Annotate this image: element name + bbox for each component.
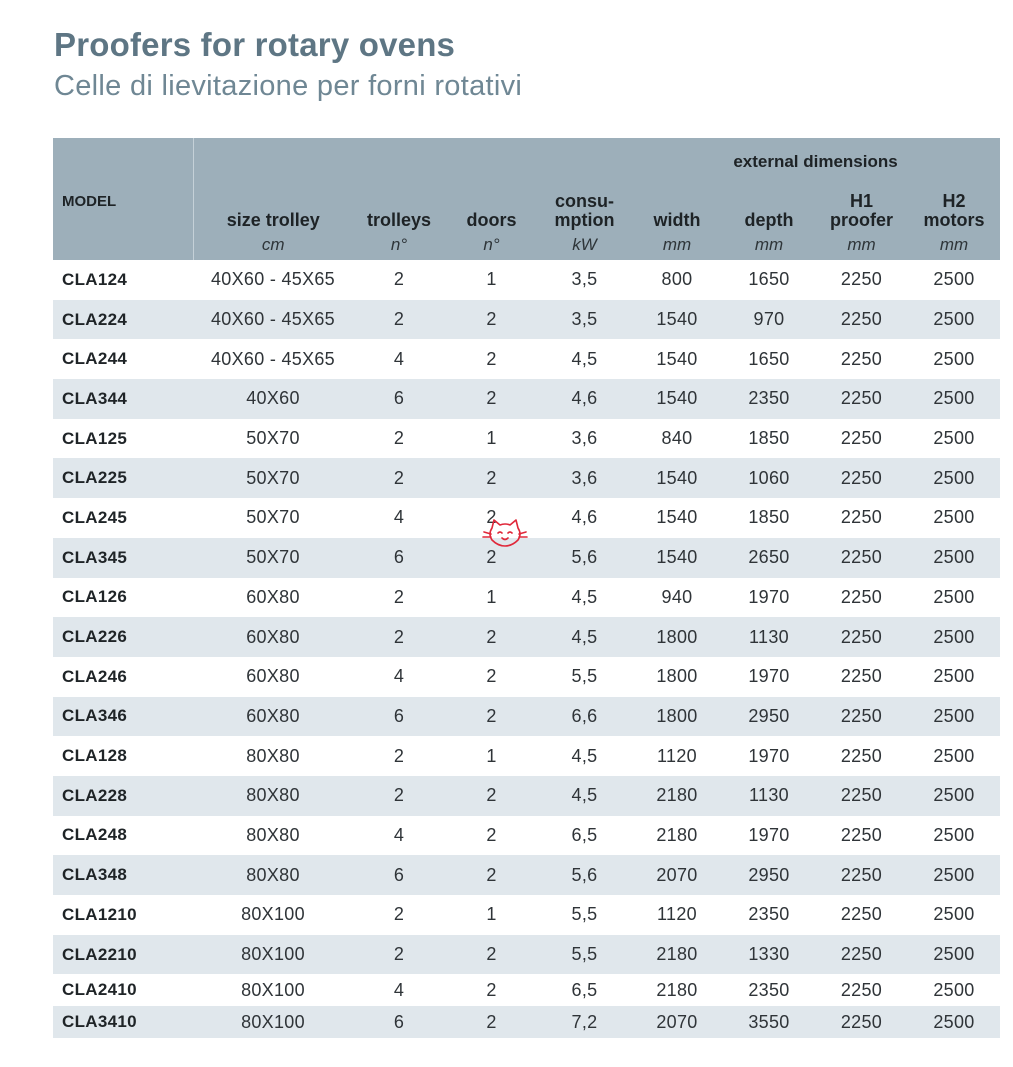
cell-doors: 2	[486, 666, 497, 687]
cell-h1: 2250	[815, 538, 908, 578]
unit-depth: mm	[723, 230, 815, 260]
cell-model: CLA126	[62, 587, 128, 607]
header-h1	[815, 182, 908, 230]
cell-depth: 1970	[748, 824, 790, 845]
cell-size-trolley: 50X70	[246, 507, 300, 528]
cell-model: CLA246	[62, 666, 128, 686]
cell-h1: 2250	[840, 428, 883, 449]
cell-consumption: 3,6	[538, 458, 631, 498]
table-row	[53, 260, 1000, 300]
cell-h2: 2500	[908, 458, 1000, 498]
table-row	[53, 657, 1000, 697]
cell-h2: 2500	[933, 348, 975, 369]
cell-depth: 2350	[723, 379, 815, 419]
cell-h2: 2500	[908, 1006, 1000, 1038]
cell-trolleys: 2	[353, 458, 445, 498]
cell-h2: 2500	[933, 904, 975, 925]
header-consumption	[538, 182, 631, 230]
page-title: Proofers for rotary ovens	[54, 26, 456, 63]
unit-h2: mm	[908, 230, 1000, 260]
cell-consumption: 6,5	[571, 824, 598, 845]
cell-depth: 1650	[748, 269, 790, 290]
cell-consumption: 5,6	[538, 538, 631, 578]
cell-model: CLA3410	[53, 1006, 193, 1038]
cell-consumption: 6,5	[571, 979, 598, 1000]
cell-doors: 1	[486, 586, 497, 607]
cell-h1: 2250	[840, 269, 883, 290]
cell-size-trolley: 80X80	[193, 855, 353, 895]
table-header	[53, 138, 1000, 260]
unit-h1: mm	[815, 230, 908, 260]
cell-h1: 2250	[815, 1006, 908, 1038]
cell-h1: 2250	[815, 697, 908, 737]
cell-h1: 2250	[840, 904, 883, 925]
cell-consumption: 4,5	[571, 348, 598, 369]
cell-size-trolley: 50X70	[246, 428, 300, 449]
cell-model: CLA125	[62, 428, 128, 448]
cell-h2: 2500	[933, 269, 975, 290]
cell-width: 1120	[657, 745, 697, 766]
unit-consumption: kW	[538, 230, 631, 260]
cell-doors: 2	[445, 855, 538, 895]
page-subtitle: Celle di lievitazione per forni rotativi	[54, 70, 523, 102]
cell-consumption: 5,5	[571, 666, 598, 687]
cell-h2: 2500	[908, 935, 1000, 975]
cell-consumption: 5,5	[571, 904, 598, 925]
cell-model: CLA348	[53, 855, 193, 895]
table-row	[53, 697, 1000, 737]
cell-size-trolley: 80X100	[193, 1006, 353, 1038]
table-row	[53, 379, 1000, 419]
cell-trolleys: 2	[353, 776, 445, 816]
header-depth: depth	[723, 182, 815, 230]
table-row	[53, 895, 1000, 935]
cell-doors: 2	[486, 507, 497, 528]
cell-model: CLA2410	[62, 980, 137, 1000]
cell-trolleys: 2	[393, 428, 405, 449]
header-trolleys: trolleys	[353, 182, 445, 230]
cell-trolleys: 4	[393, 979, 405, 1000]
cell-model: CLA245	[62, 507, 128, 527]
cell-width: 1800	[631, 697, 723, 737]
cell-size-trolley: 50X70	[193, 458, 353, 498]
cell-model: CLA224	[53, 300, 193, 340]
cell-size-trolley: 80X100	[241, 979, 305, 1000]
cell-consumption: 3,5	[538, 300, 631, 340]
cell-depth: 2950	[723, 697, 815, 737]
cell-width: 1540	[631, 538, 723, 578]
cell-doors: 2	[445, 697, 538, 737]
table-row	[53, 1006, 1000, 1038]
cell-doors: 2	[445, 300, 538, 340]
cell-model: CLA244	[62, 349, 128, 369]
cell-width: 840	[661, 428, 693, 449]
header-h2-line1: H2	[942, 191, 966, 211]
cell-doors: 2	[486, 824, 497, 845]
cell-trolleys: 6	[353, 538, 445, 578]
cell-consumption: 5,5	[538, 935, 631, 975]
cell-trolleys: 2	[393, 745, 405, 766]
cell-consumption: 4,5	[571, 745, 598, 766]
cell-h1: 2250	[840, 824, 883, 845]
cell-h2: 2500	[933, 586, 975, 607]
cell-trolleys: 6	[353, 697, 445, 737]
cell-trolleys: 6	[353, 1006, 445, 1038]
unit-width: mm	[631, 230, 723, 260]
cell-width: 1540	[631, 379, 723, 419]
cell-doors: 2	[445, 1006, 538, 1038]
cell-h1: 2250	[840, 507, 883, 528]
cell-h2: 2500	[908, 697, 1000, 737]
cell-size-trolley: 50X70	[193, 538, 353, 578]
cell-width: 1540	[656, 348, 698, 369]
cell-doors: 2	[445, 379, 538, 419]
cell-trolleys: 6	[353, 855, 445, 895]
cell-trolleys: 2	[353, 300, 445, 340]
cell-width: 2180	[656, 824, 698, 845]
cell-width: 1120	[657, 904, 697, 925]
cell-model: CLA346	[53, 697, 193, 737]
cell-depth: 3550	[723, 1006, 815, 1038]
cell-trolleys: 2	[353, 935, 445, 975]
cell-h2: 2500	[933, 666, 975, 687]
cell-size-trolley: 60X80	[193, 697, 353, 737]
cell-h1: 2250	[840, 745, 883, 766]
proofers-table-container	[53, 138, 1000, 1038]
cell-size-trolley: 60X80	[246, 666, 300, 687]
cell-doors: 2	[486, 348, 497, 369]
cell-width: 1800	[631, 617, 723, 657]
cell-model: CLA124	[62, 269, 128, 289]
unit-size-trolley: cm	[193, 230, 353, 260]
cell-size-trolley: 40X60	[193, 379, 353, 419]
cell-consumption: 4,5	[538, 776, 631, 816]
cell-h1: 2250	[840, 348, 883, 369]
cell-h1: 2250	[815, 617, 908, 657]
cell-h2: 2500	[908, 617, 1000, 657]
cell-width: 2180	[631, 776, 723, 816]
cell-h1: 2250	[815, 300, 908, 340]
cell-depth: 1330	[723, 935, 815, 975]
cell-depth: 1970	[748, 586, 790, 607]
cell-size-trolley: 40X60 - 45X65	[193, 300, 353, 340]
cell-doors: 1	[486, 269, 497, 290]
header-spacer	[193, 138, 631, 182]
cell-model: CLA228	[53, 776, 193, 816]
table-row	[53, 974, 1000, 1006]
cell-depth: 970	[723, 300, 815, 340]
cell-doors: 2	[445, 935, 538, 975]
cell-model: CLA226	[53, 617, 193, 657]
cell-model: CLA344	[53, 379, 193, 419]
cell-width: 940	[661, 586, 693, 607]
cell-doors: 2	[445, 776, 538, 816]
cell-h1: 2250	[815, 855, 908, 895]
table-row	[53, 458, 1000, 498]
cell-doors: 2	[445, 538, 538, 578]
cell-width: 800	[661, 269, 693, 290]
cell-size-trolley: 60X80	[246, 586, 300, 607]
header-h1-line1: H1	[849, 191, 873, 211]
cell-h1: 2250	[815, 935, 908, 975]
cell-model: CLA128	[62, 746, 128, 766]
cell-consumption: 4,6	[538, 379, 631, 419]
cell-width: 1540	[631, 300, 723, 340]
cell-depth: 1970	[748, 745, 790, 766]
cell-doors: 2	[445, 458, 538, 498]
cell-size-trolley: 60X80	[193, 617, 353, 657]
cell-trolleys: 2	[393, 904, 405, 925]
table-row	[53, 617, 1000, 657]
cell-h2: 2500	[908, 855, 1000, 895]
cell-size-trolley: 80X80	[193, 776, 353, 816]
cell-h1: 2250	[815, 458, 908, 498]
cell-depth: 2650	[723, 538, 815, 578]
cell-width: 2180	[631, 935, 723, 975]
cell-depth: 2350	[748, 979, 790, 1000]
cell-h2: 2500	[908, 300, 1000, 340]
table-row	[53, 300, 1000, 340]
cell-h2: 2500	[933, 428, 975, 449]
cell-model: CLA2210	[53, 935, 193, 975]
header-size-trolley: size trolley	[193, 182, 353, 230]
table-row	[53, 776, 1000, 816]
table-row	[53, 578, 1000, 618]
table-row	[53, 339, 1000, 379]
cell-size-trolley: 40X60 - 45X65	[211, 269, 335, 290]
cell-size-trolley: 80X80	[246, 824, 300, 845]
header-h2-line2: motors	[923, 210, 985, 230]
cell-consumption: 6,6	[538, 697, 631, 737]
cell-depth: 2350	[748, 904, 790, 925]
cell-h1: 2250	[840, 666, 883, 687]
table-row	[53, 816, 1000, 856]
cell-width: 1540	[631, 458, 723, 498]
cell-doors: 1	[486, 428, 497, 449]
table-row	[53, 419, 1000, 459]
cell-depth: 1650	[748, 348, 790, 369]
cell-trolleys: 6	[353, 379, 445, 419]
unit-trolleys: n°	[353, 230, 445, 260]
cell-model: CLA345	[53, 538, 193, 578]
table-row	[53, 935, 1000, 975]
header-external-dimensions: external dimensions	[631, 138, 1000, 182]
cell-h2: 2500	[933, 979, 975, 1000]
table-row	[53, 736, 1000, 776]
cell-consumption: 5,6	[538, 855, 631, 895]
cell-depth: 1130	[723, 776, 815, 816]
cell-size-trolley: 40X60 - 45X65	[211, 348, 335, 369]
cell-doors: 2	[445, 617, 538, 657]
header-model: MODEL	[53, 138, 193, 260]
cell-trolleys: 2	[353, 617, 445, 657]
cell-consumption: 4,5	[538, 617, 631, 657]
cell-size-trolley: 80X80	[246, 745, 300, 766]
cell-doors: 1	[486, 745, 497, 766]
cell-h1: 2250	[840, 586, 883, 607]
cell-consumption: 4,5	[571, 586, 598, 607]
cat-face-icon	[480, 518, 530, 548]
cell-h2: 2500	[908, 776, 1000, 816]
cell-model: CLA1210	[62, 904, 137, 924]
cell-width: 1540	[656, 507, 698, 528]
header-h1-line2: proofer	[830, 210, 893, 230]
cell-h2: 2500	[933, 745, 975, 766]
cell-depth: 1060	[723, 458, 815, 498]
cell-trolleys: 4	[393, 824, 405, 845]
cell-trolleys: 4	[393, 507, 405, 528]
header-consumption-line1: consu-	[554, 191, 614, 211]
cell-h2: 2500	[933, 507, 975, 528]
cell-width: 2070	[631, 1006, 723, 1038]
header-width: width	[631, 182, 723, 230]
header-h2	[908, 182, 1000, 230]
cell-depth: 1130	[723, 617, 815, 657]
cell-consumption: 3,6	[571, 428, 598, 449]
cell-h2: 2500	[933, 824, 975, 845]
cell-width: 1800	[656, 666, 698, 687]
cell-trolleys: 4	[393, 348, 405, 369]
cell-doors: 2	[486, 979, 497, 1000]
header-consumption-line2: mption	[554, 210, 615, 230]
cell-h2: 2500	[908, 538, 1000, 578]
cell-model: CLA248	[62, 825, 128, 845]
cell-depth: 1850	[748, 428, 790, 449]
cell-size-trolley: 80X100	[193, 935, 353, 975]
cell-trolleys: 2	[393, 586, 405, 607]
cell-width: 2070	[631, 855, 723, 895]
cell-depth: 1970	[748, 666, 790, 687]
table-row	[53, 855, 1000, 895]
cell-h1: 2250	[815, 379, 908, 419]
cell-trolleys: 4	[393, 666, 405, 687]
cell-consumption: 3,5	[571, 269, 598, 290]
cell-width: 2180	[656, 979, 698, 1000]
header-doors: doors	[445, 182, 538, 230]
cell-consumption: 7,2	[538, 1006, 631, 1038]
cell-size-trolley: 80X100	[241, 904, 305, 925]
unit-doors: n°	[445, 230, 538, 260]
cell-depth: 2950	[723, 855, 815, 895]
cell-doors: 1	[486, 904, 497, 925]
cell-trolleys: 2	[393, 269, 405, 290]
cell-h2: 2500	[908, 379, 1000, 419]
cell-model: CLA225	[53, 458, 193, 498]
cell-h1: 2250	[840, 979, 883, 1000]
proofers-table	[53, 138, 1000, 1038]
table-body	[53, 260, 1000, 1038]
cell-h1: 2250	[815, 776, 908, 816]
cell-depth: 1850	[748, 507, 790, 528]
cell-consumption: 4,6	[571, 507, 598, 528]
